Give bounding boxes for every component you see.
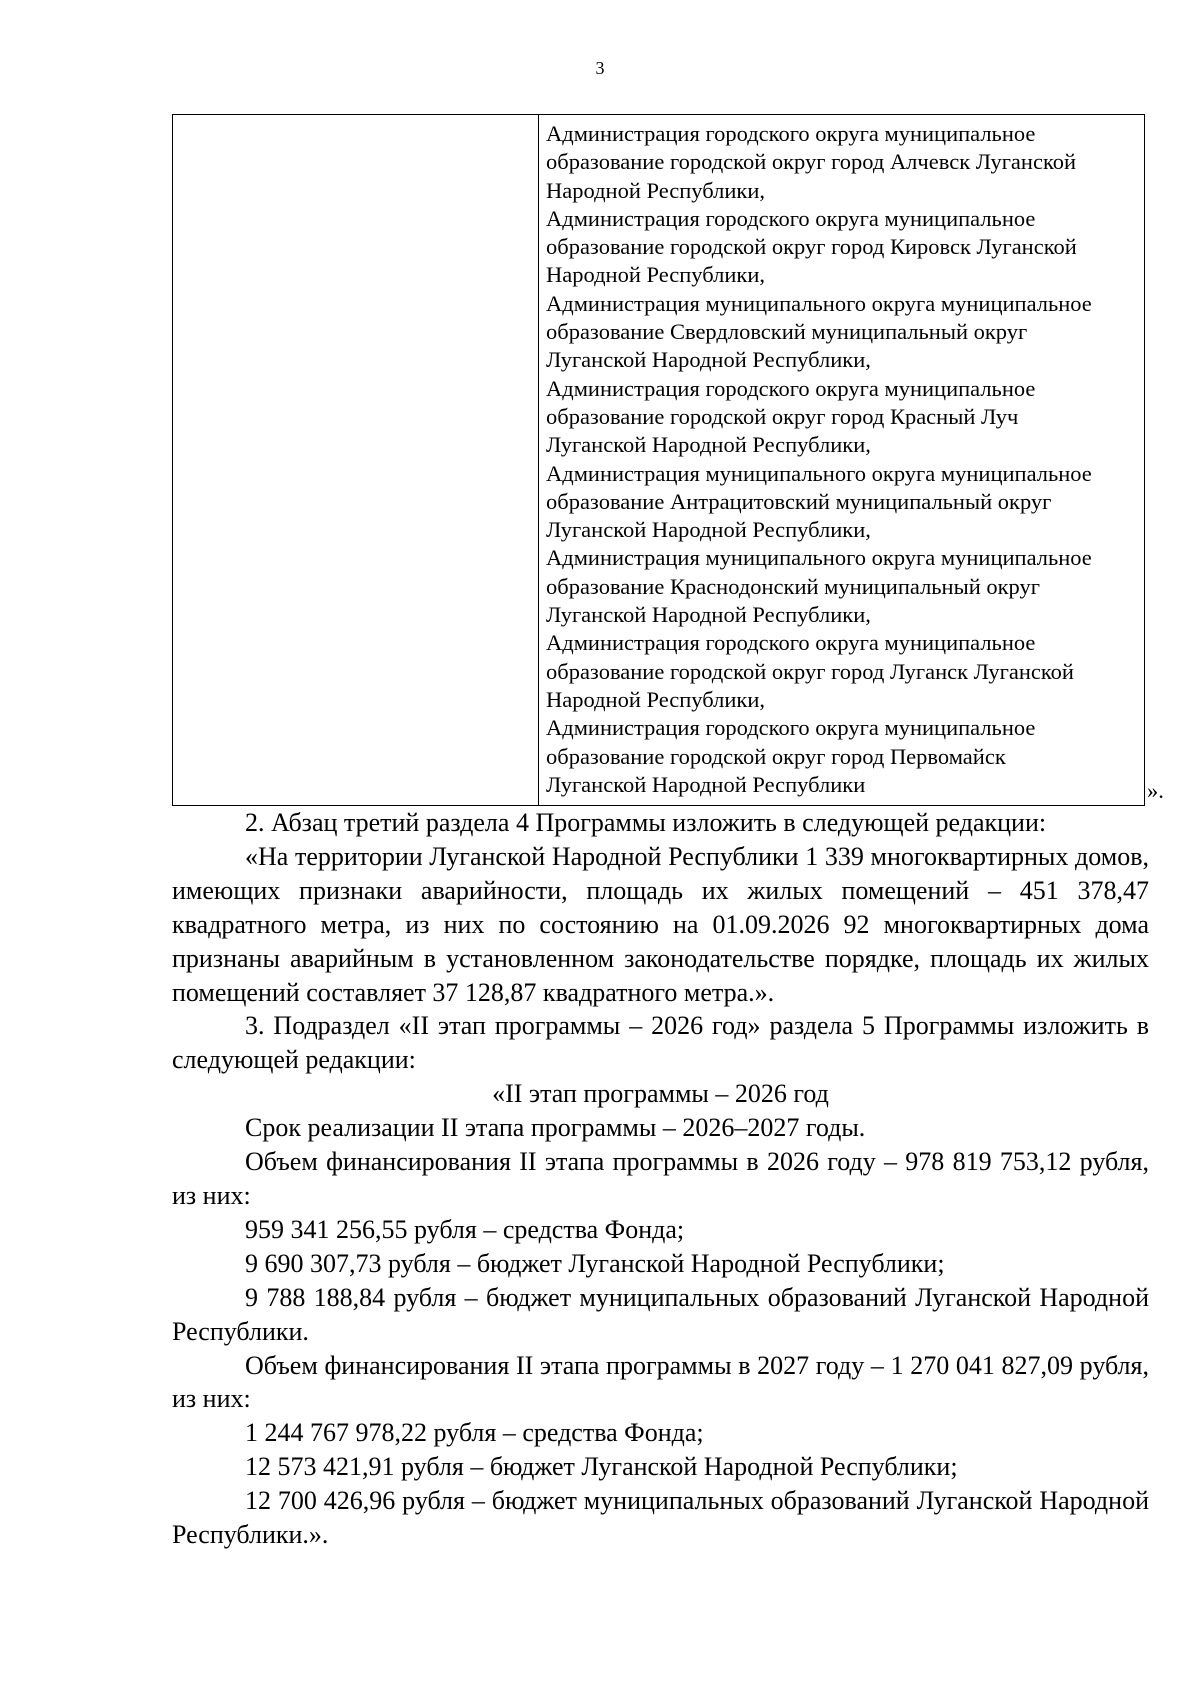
- table-line: Администрация муниципального округа муниципальное: [546, 460, 1092, 486]
- table-line: образование городской округ город Луганск Луганской: [546, 658, 1074, 684]
- page-number: 3: [595, 58, 605, 78]
- table-right-cell: [546, 120, 1138, 799]
- financing-2027-municipal: 12 700 426,96 рубля – бюджет муниципальных образований Луганской Народной Республики.».: [172, 1486, 1149, 1550]
- table-line: образование Свердловский муниципальный округ: [546, 319, 1028, 345]
- financing-2026-fund: 959 341 256,55 рубля – средства Фонда;: [245, 1214, 685, 1244]
- table-line: образование Краснодонский муниципальный округ: [546, 573, 1040, 599]
- closing-quote: ».: [1147, 778, 1164, 803]
- financing-2027-fund: 1 244 767 978,22 рубля – средства Фонда;: [245, 1418, 704, 1448]
- table-line: Администрация городского округа муниципальное: [546, 205, 1036, 231]
- table-line: Администрация городского округа муниципальное: [546, 375, 1036, 401]
- table-line: Луганской Народной Республики,: [546, 517, 871, 543]
- table-line: Администрация городского округа муниципальное: [546, 630, 1036, 656]
- table-line: образование городской округ город Красный Луч: [546, 403, 1019, 429]
- subsection-heading: «II этап программы – 2026 год: [492, 1079, 829, 1109]
- financing-2026-republic: 9 690 307,73 рубля – бюджет Луганской Народной Республики;: [245, 1248, 945, 1278]
- administrations-table: [172, 114, 1145, 806]
- table-line: Администрация городского округа муниципальное: [546, 715, 1036, 741]
- table-line: Луганской Народной Республики,: [546, 602, 871, 628]
- document-body: [172, 806, 1149, 1552]
- paragraph-item-3: 3. Подраздел «II этап программы – 2026 год» раздела 5 Программы изложить в следующей редакции:: [172, 1011, 1149, 1075]
- table-line: Администрация муниципального округа муниципальное: [546, 290, 1092, 316]
- financing-2027-republic: 12 573 421,91 рубля – бюджет Луганской Народной Республики;: [245, 1452, 958, 1482]
- paragraph-item-2: 2. Абзац третий раздела 4 Программы изложить в следующей редакции:: [245, 808, 1047, 837]
- table-line: образование Антрацитовский муниципальный округ: [546, 488, 1052, 514]
- table-left-cell: [173, 115, 539, 805]
- table-line: образование городской округ город Алчевск Луганской: [546, 149, 1077, 175]
- table-line: Народной Республики,: [546, 686, 765, 712]
- table-line: Луганской Народной Республики: [546, 771, 866, 797]
- table-line: Луганской Народной Республики,: [546, 347, 871, 373]
- table-line: Администрация городского округа муниципальное: [546, 121, 1036, 146]
- implementation-term: Срок реализации II этапа программы – 2026–2027 годы.: [245, 1113, 866, 1143]
- table-line: Народной Республики,: [546, 262, 765, 288]
- table-line: образование городской округ город Кировск Луганской: [546, 234, 1077, 260]
- paragraph-item-2-text: «На территории Луганской Народной Республики 1 339 многоквартирных домов, имеющих признаки аварийности, площадь их жилых помещений – 451 378,47 квадратного метра, из них по состоянию на 01.09.2026 92 многоквартирных дома признаны аварийным в установленном законодательстве порядке, площадь их жилых помещений составляет 37 128,87 квадратного метра.».: [172, 841, 1149, 1007]
- table-line: Народной Республики,: [546, 177, 765, 203]
- financing-2026: Объем финансирования II этапа программы в 2026 году – 978 819 753,12 рубля, из них:: [172, 1147, 1149, 1210]
- financing-2027: Объем финансирования II этапа программы в 2027 году – 1 270 041 827,09 рубля, из них:: [172, 1350, 1149, 1414]
- financing-2026-municipal: 9 788 188,84 рубля – бюджет муниципальных образований Луганской Народной Республики.: [172, 1282, 1149, 1346]
- table-line: Луганской Народной Республики,: [546, 432, 871, 458]
- table-line: образование городской округ город Первомайск: [546, 743, 1006, 769]
- table-line: Администрация муниципального округа муниципальное: [546, 545, 1092, 571]
